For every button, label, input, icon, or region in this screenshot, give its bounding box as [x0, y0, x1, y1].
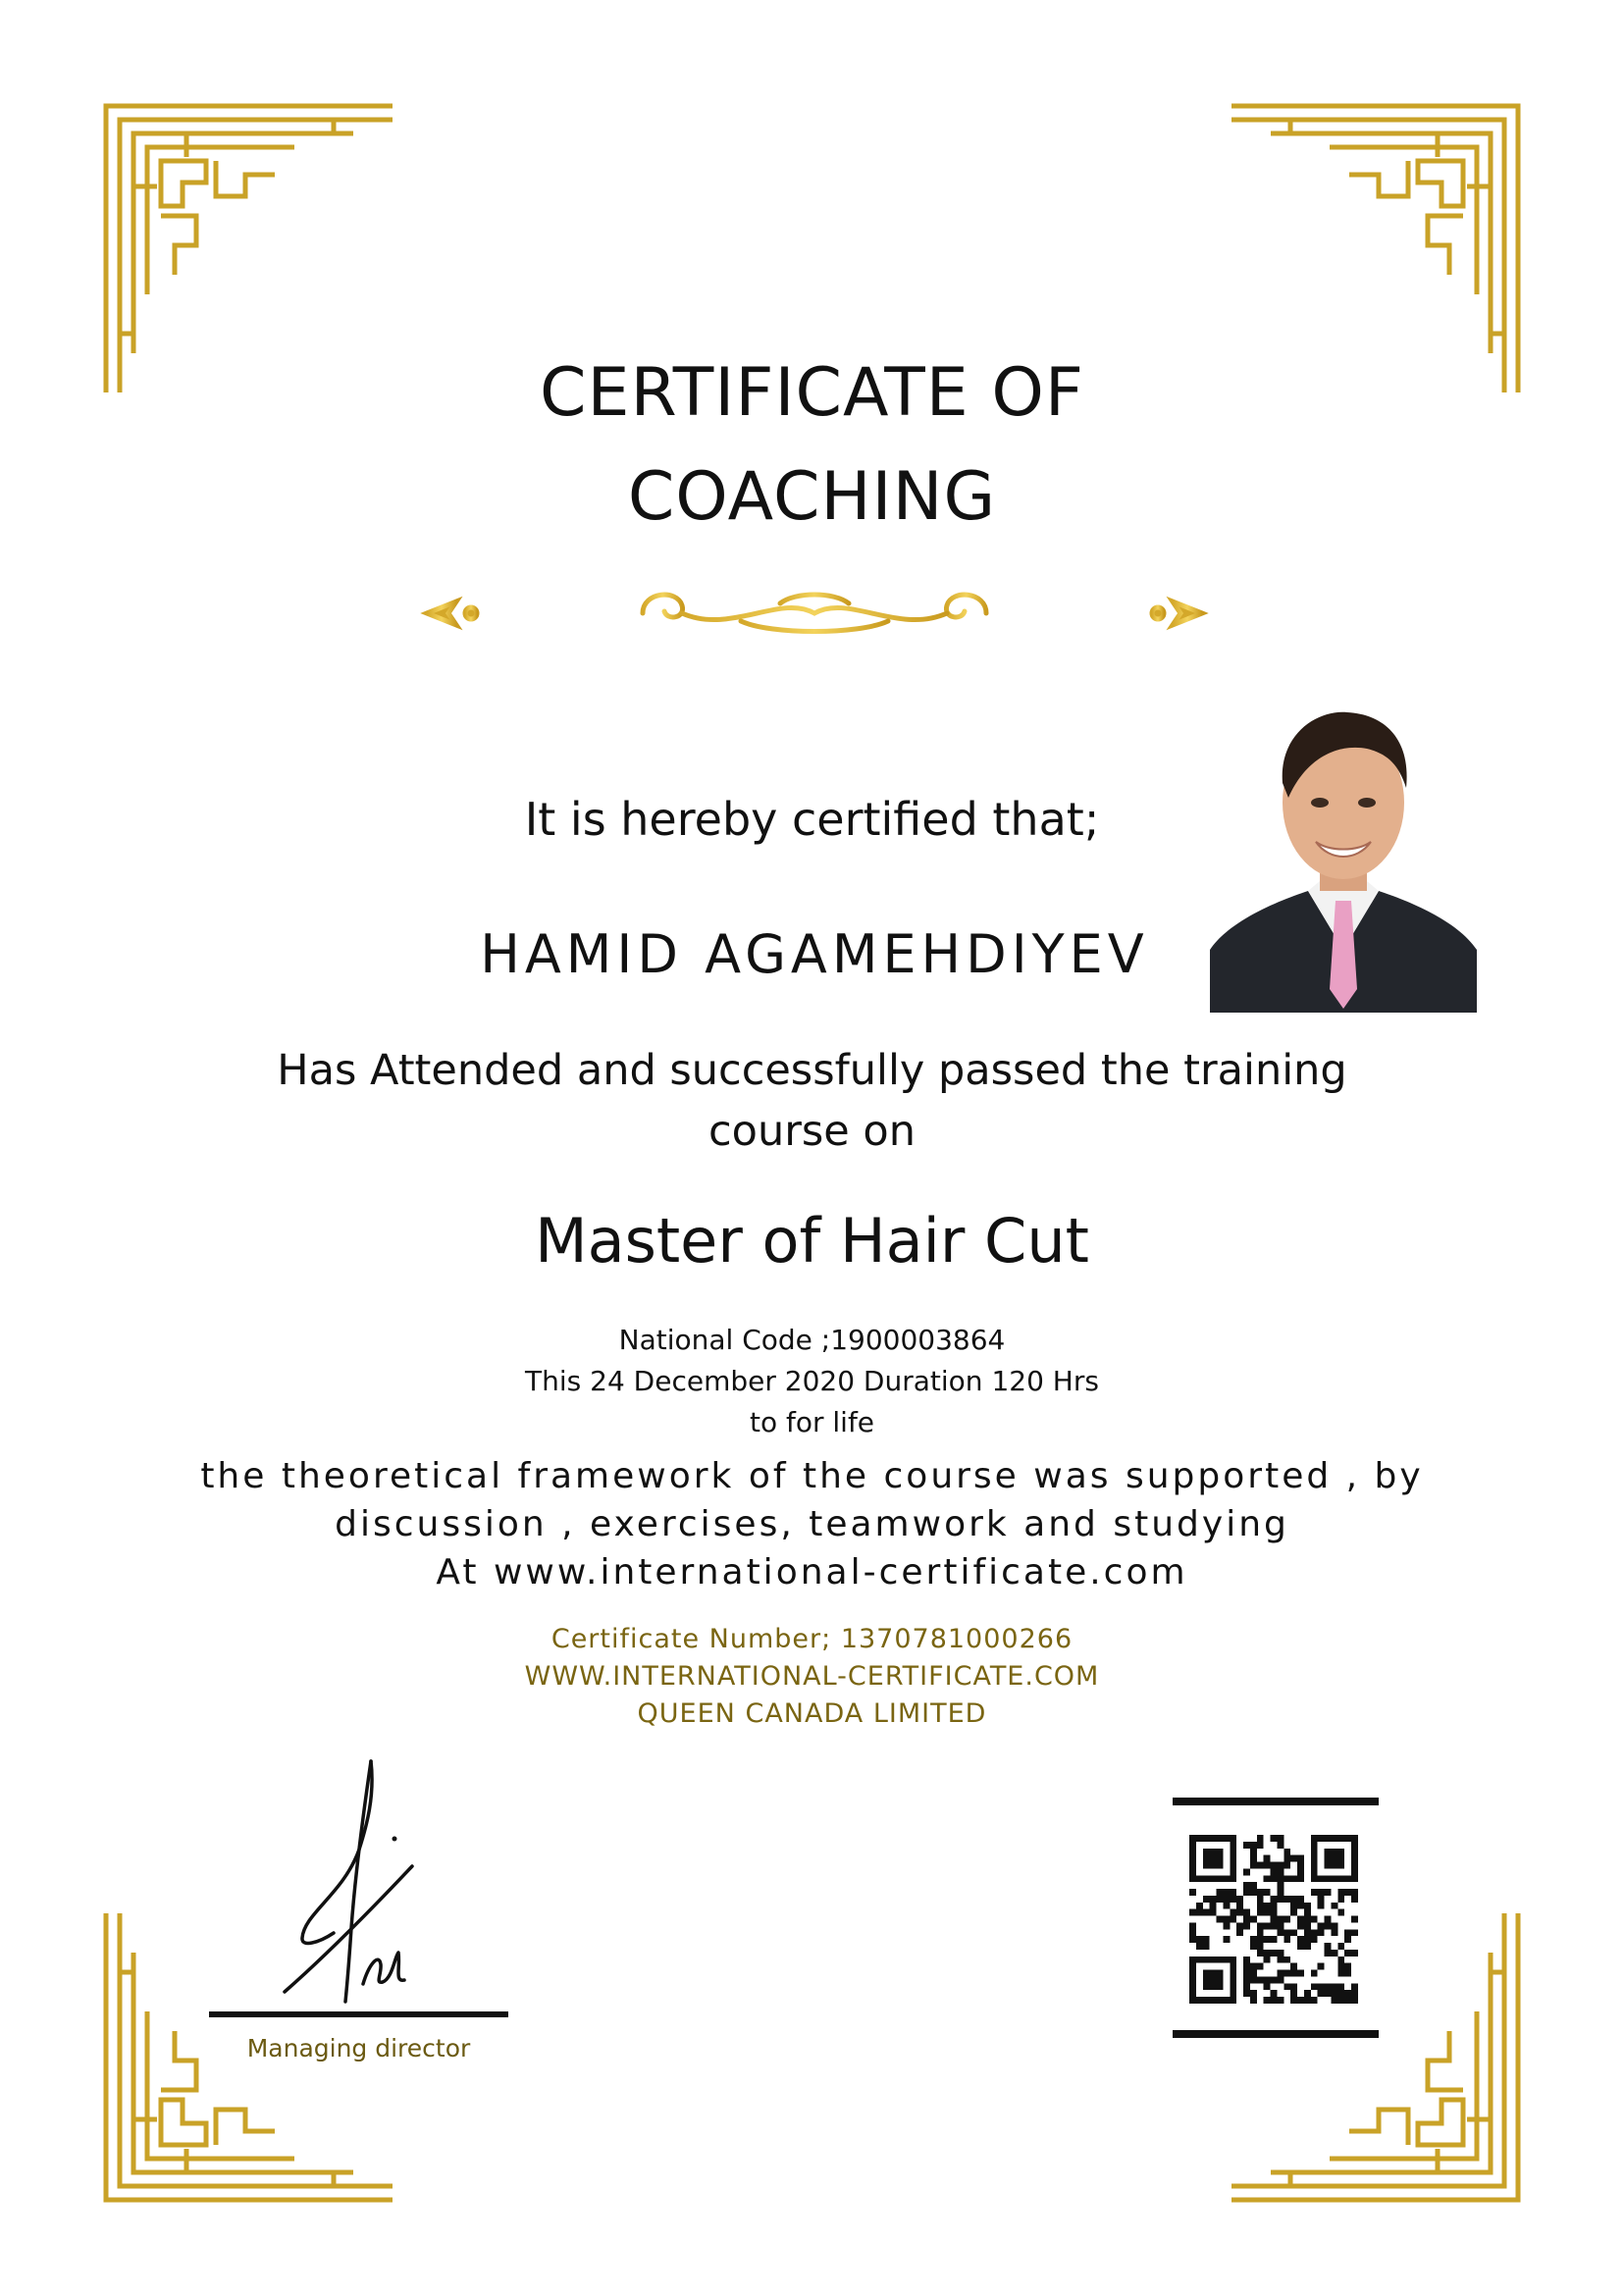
course-title: Master of Hair Cut: [535, 1205, 1089, 1277]
signature-line: [209, 2011, 508, 2017]
framework-line-3: At www.international-certificate.com: [436, 1552, 1188, 1592]
qr-code-icon: [1189, 1835, 1358, 2004]
certificate-info: [0, 1621, 1624, 1733]
title-line-1: CERTIFICATE OF: [540, 354, 1084, 432]
attended-line-2: course on: [708, 1107, 916, 1156]
certificate-number: Certificate Number; 1370781000266: [550, 1624, 1074, 1654]
issuer-website: WWW.INTERNATIONAL-CERTIFICATE.COM: [524, 1661, 1100, 1692]
attended-line-1: Has Attended and successfully passed the training: [277, 1046, 1347, 1095]
national-code: National Code ;1900003864: [618, 1324, 1006, 1356]
qr-top-bar: [1173, 1798, 1379, 1805]
issuer-name: QUEEN CANADA LIMITED: [637, 1698, 987, 1729]
gold-divider-icon: [417, 574, 1212, 652]
certificate-details: [0, 1320, 1624, 1443]
date-duration: This 24 December 2020 Duration 120 Hrs: [525, 1365, 1099, 1397]
certificate-title: [0, 341, 1624, 549]
recipient-name: HAMID AGAMEHDIYEV: [480, 923, 1149, 985]
qr-bottom-bar: [1173, 2030, 1379, 2038]
framework-statement: [0, 1452, 1624, 1596]
qr-code-block: [1173, 1798, 1379, 2038]
validity: to for life: [749, 1406, 875, 1438]
signature-icon: [265, 1756, 451, 2011]
signer-title: Managing director: [246, 2034, 471, 2062]
framework-line-1: the theoretical framework of the course was supported , by: [200, 1456, 1424, 1496]
attended-statement: [0, 1040, 1624, 1162]
framework-line-2: discussion , exercises, teamwork and studying: [335, 1504, 1289, 1544]
title-line-2: COACHING: [627, 458, 997, 536]
hereby-statement: It is hereby certified that;: [524, 793, 1100, 846]
